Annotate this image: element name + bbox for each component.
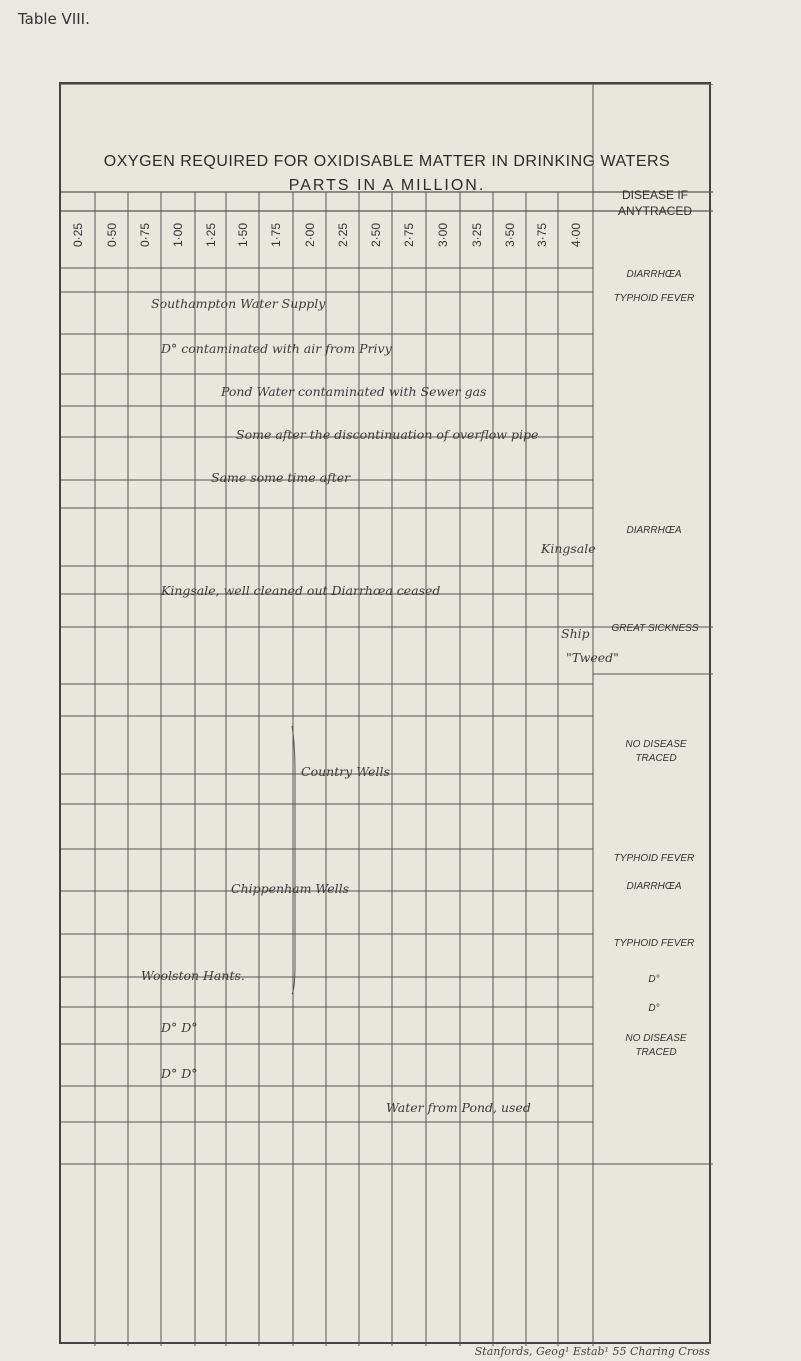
disease-10: D° <box>648 1003 660 1014</box>
table-label: Table VIII. <box>18 10 90 28</box>
disease-3: DIARRHŒA <box>626 525 682 536</box>
title-line-2: PARTS IN A MILLION. <box>288 177 486 194</box>
row-kingsale-cleaned: Kingsale, well cleaned out Diarrhœa ceased <box>161 583 441 598</box>
title-line-1: OXYGEN REQUIRED FOR OXIDISABLE MATTER IN DRINKING WATERS <box>103 153 671 170</box>
disease-4: GREAT SICKNESS <box>611 623 699 634</box>
disease-2: TYPHOID FEVER <box>613 293 695 304</box>
row-woolston: Woolston Hants. <box>141 968 245 983</box>
row-chippenham: Chippenham Wells <box>231 881 350 896</box>
column-header: 3·50 <box>502 222 517 248</box>
row-some-time-after: Same some time after <box>211 470 351 485</box>
column-header: 2·25 <box>335 222 350 248</box>
disease-8: TYPHOID FEVER <box>613 938 695 949</box>
column-header: 1·00 <box>171 222 185 248</box>
column-header: 0·50 <box>104 222 119 248</box>
row-tweed: "Tweed" <box>566 650 619 665</box>
row-overflow: Some after the discontinuation of overflow pipe <box>236 427 539 442</box>
disease-9: D° <box>648 974 660 985</box>
publisher-footer: Stanfords, Geog¹ Estab¹ 55 Charing Cross <box>474 1345 710 1358</box>
column-header: 2·75 <box>402 222 416 248</box>
row-woolston-ditto-1: D° D° <box>161 1020 198 1035</box>
column-header: 0·25 <box>71 222 85 248</box>
row-pond-used: Water from Pond, used <box>386 1100 531 1115</box>
column-header: 3·75 <box>535 222 549 248</box>
column-header: 0·75 <box>137 222 152 248</box>
row-country-wells: Country Wells <box>301 764 390 779</box>
column-header: 1·25 <box>203 222 218 248</box>
column-header: 3·25 <box>469 222 484 248</box>
row-woolston-ditto-2: D° D° <box>161 1066 198 1081</box>
row-southampton: Southampton Water Supply <box>151 296 326 311</box>
column-header: 2·50 <box>368 222 383 248</box>
disease-5: NO DISEASE TRACED <box>625 739 687 764</box>
row-pond-sewer: Pond Water contaminated with Sewer gas <box>221 384 487 399</box>
row-ship: Ship <box>561 626 590 641</box>
row-kingsale: Kingsale <box>541 541 596 556</box>
disease-header: DISEASE IF ANYTRACED <box>617 188 692 218</box>
column-header: 1·50 <box>235 222 250 248</box>
row-privy: D° contaminated with air from Privy <box>161 341 392 356</box>
disease-6: TYPHOID FEVER <box>613 853 695 864</box>
column-header: 2·00 <box>302 222 317 248</box>
disease-7: DIARRHŒA <box>626 881 682 892</box>
column-header: 1·75 <box>269 222 283 248</box>
disease-11: NO DISEASE TRACED <box>625 1033 687 1058</box>
disease-1: DIARRHŒA <box>626 269 682 280</box>
column-header: 3·00 <box>436 222 450 248</box>
column-header: 4·00 <box>568 222 583 248</box>
